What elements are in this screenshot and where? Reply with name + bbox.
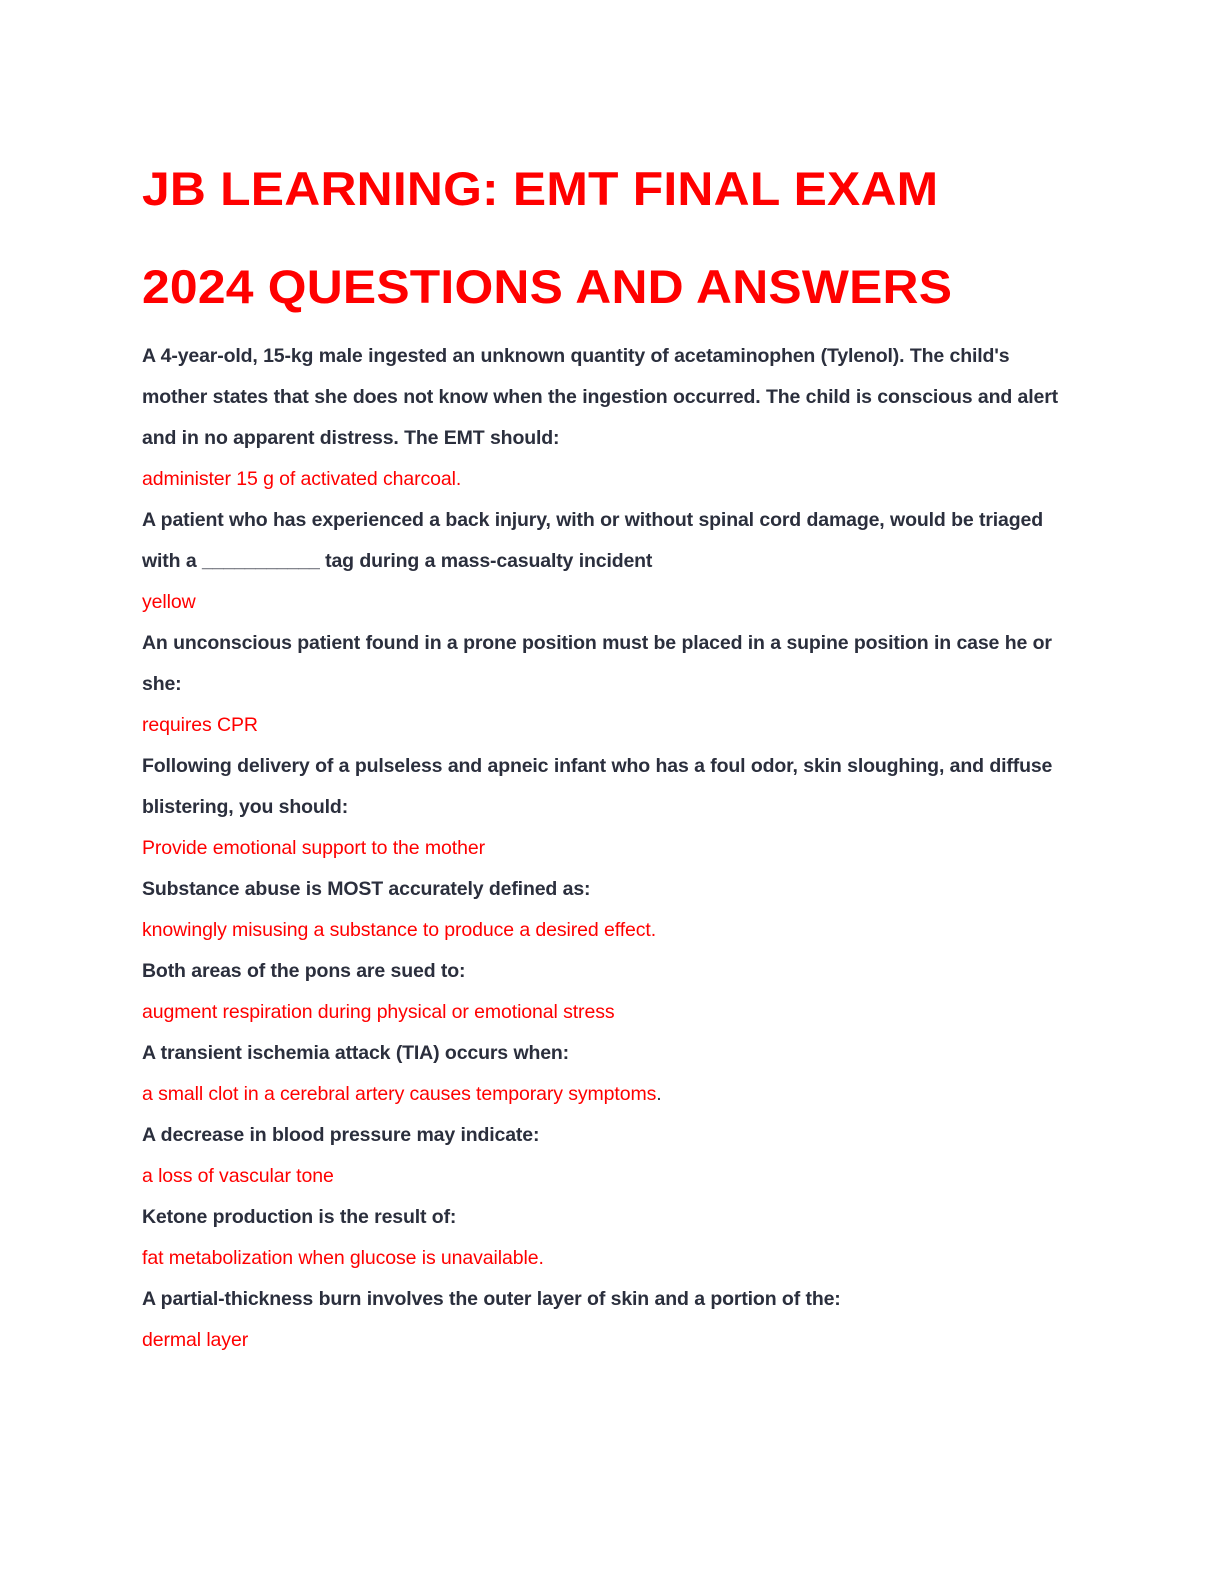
qa-item: [142, 1197, 1072, 1279]
qa-item: [142, 746, 1072, 869]
answer-text: [142, 828, 1072, 869]
question-text: An unconscious patient found in a prone position must be placed in a supine position in case he or she:: [142, 632, 1052, 695]
answer-body: augment respiration during physical or emotional stress: [142, 1001, 615, 1023]
answer-body: Provide emotional support to the mother: [142, 837, 485, 859]
question-text: A decrease in blood pressure may indicate:: [142, 1124, 540, 1146]
answer-text: [142, 1238, 1072, 1279]
question-text: A patient who has experienced a back injury, with or without spinal cord damage, would be triaged with a ___________ tag during a mass-casualty incident: [142, 509, 1043, 572]
page-title-line-2: 2024 QUESTIONS AND ANSWERS: [142, 260, 953, 313]
qa-item: [142, 951, 1072, 1033]
question-text: A transient ischemia attack (TIA) occurs when:: [142, 1042, 570, 1064]
answer-text: [142, 992, 1072, 1033]
answer-body: knowingly misusing a substance to produce a desired effect.: [142, 919, 657, 941]
answer-body: fat metabolization when glucose is unavailable.: [142, 1247, 544, 1269]
answer-text: [142, 910, 1072, 951]
question-text: Substance abuse is MOST accurately defined as:: [142, 878, 591, 900]
answer-body: administer 15 g of activated charcoal.: [142, 468, 462, 490]
qa-item: [142, 623, 1072, 746]
answer-text: [142, 1320, 1072, 1361]
qa-item: [142, 1279, 1072, 1361]
answer-body: yellow: [142, 591, 196, 613]
answer-text: [142, 582, 1072, 623]
question-text: A 4-year-old, 15-kg male ingested an unknown quantity of acetaminophen (Tylenol). The child's mother states that she does not know when the ingestion occurred. The child is conscious and alert and in no apparent distress. The EMT should:: [142, 345, 1058, 449]
answer-body: requires CPR: [142, 714, 258, 736]
question-text: A partial-thickness burn involves the outer layer of skin and a portion of the:: [142, 1288, 841, 1310]
answer-text: [142, 459, 1072, 500]
qa-item: [142, 336, 1072, 500]
answer-text: [142, 705, 1072, 746]
qa-item: [142, 1115, 1072, 1197]
page-title-line-1: JB LEARNING: EMT FINAL EXAM: [142, 162, 939, 215]
answer-text: [142, 1156, 1072, 1197]
answer-body: dermal layer: [142, 1329, 249, 1351]
answer-body: a loss of vascular tone: [142, 1165, 334, 1187]
answer-text: [142, 1074, 1072, 1115]
document-body: [142, 140, 1072, 1361]
question-text: Following delivery of a pulseless and apneic infant who has a foul odor, skin sloughing, and diffuse blistering, you should:: [142, 755, 1053, 818]
answer-tail-punctuation: .: [656, 1083, 662, 1105]
qa-item: [142, 500, 1072, 623]
question-answer-list: [142, 336, 1072, 1361]
qa-item: [142, 869, 1072, 951]
question-text: Both areas of the pons are sued to:: [142, 960, 466, 982]
page-title: [142, 140, 1072, 336]
question-text: Ketone production is the result of:: [142, 1206, 457, 1228]
qa-item: [142, 1033, 1072, 1115]
answer-body: a small clot in a cerebral artery causes temporary symptoms: [142, 1083, 657, 1105]
